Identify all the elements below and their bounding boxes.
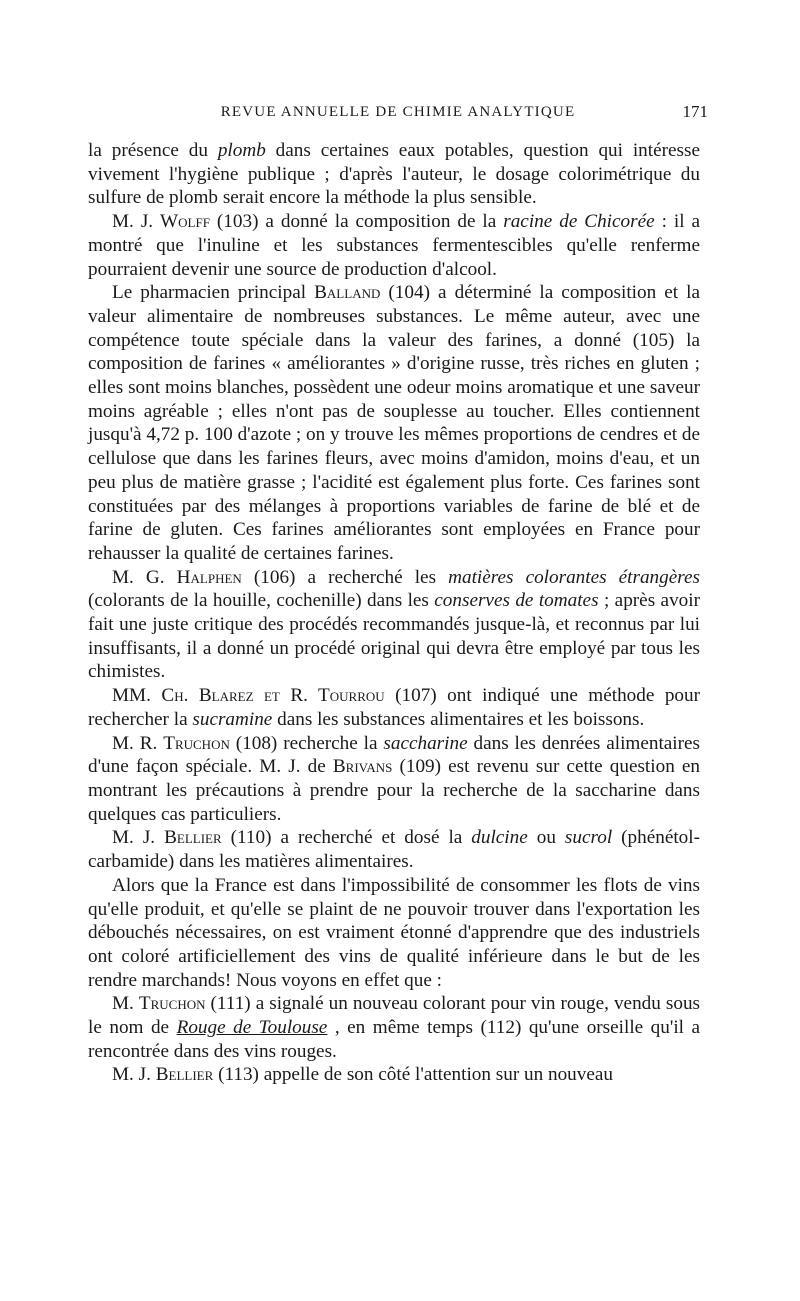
running-title: REVUE ANNUELLE DE CHIMIE ANALYTIQUE [220, 104, 576, 120]
paragraph [88, 210, 700, 281]
styled-text-run: plomb [217, 140, 266, 161]
styled-text-run: Rouge de Toulouse [176, 1017, 328, 1039]
text-run: (113) appelle de son côté l'attention sur un nouveau [213, 1064, 613, 1086]
text-run: dans les substances alimentaires et les boissons. [272, 708, 645, 730]
text-run: Le pharmacien principal [112, 282, 315, 304]
styled-text-run: Truchon [163, 732, 230, 754]
styled-text-run: et [253, 685, 291, 707]
text-run: (109) est revenu sur cette question en montrant les précautions à prendre pour la recherche de la saccharine dans quelques cas particuliers. [88, 756, 701, 825]
text-run: la présence du [88, 140, 218, 161]
styled-text-run: racine de Chicorée [503, 211, 655, 233]
paragraph [88, 992, 700, 1063]
text-run: M. J. [112, 211, 161, 233]
article-body [88, 139, 700, 1087]
text-run: (108) recherche la [229, 732, 384, 754]
styled-text-run: Halphen [176, 566, 242, 588]
paragraph [88, 1063, 700, 1087]
styled-text-run: matières colorantes étrangères [448, 566, 700, 588]
text-run: , en même temps (112) qu'une orseille qu'il a rencontrée dans des vins rouges. [88, 1017, 701, 1062]
paragraph [88, 281, 700, 565]
text-run: (111) a signalé un nouveau colorant pour vin rouge, vendu sous le nom de [88, 993, 701, 1039]
styled-text-run: sucramine [192, 708, 273, 730]
text-run: M. R. [112, 732, 164, 754]
text-run: (104) a déterminé la composition et la valeur alimentaire de nombreuses substances. Le même auteur, avec une compétence toute spéciale dans la valeur des farines, a donné (105) la composition de farines « améliorantes » d'origine russe, très riches en gluten ; elles sont moins blanches, possèdent une odeur moins aromatique et une saveur moins agréable ; elles n'ont pas de souplesse au toucher. Elles contiennent jusqu'à 4,72 p. 100 d'azote ; on y trouve les mêmes proportions de cendres et de cellulose que dans les farines fleurs, avec moins d'amidon, moins d'eau, et un peu plus de matière grasse ; l'acidité est également plus forte. Ces farines sont constituées par des mélanges à proportions variables de farine de blé et de farine de gluten. Ces farines améliorantes sont employées en France pour rehausser la qualité de certaines farines. [88, 282, 700, 564]
paragraph [88, 732, 700, 827]
page-header [88, 102, 708, 124]
text-run: (106) a recherché les [241, 566, 449, 588]
styled-text-run: Bellier [164, 827, 222, 849]
text-run: (103) a donné la composition de la [209, 211, 504, 233]
styled-text-run: Balland [314, 282, 381, 304]
text-run: (phénétol-carbamide) dans les matières alimentaires. [88, 827, 700, 873]
styled-text-run: Brivans [332, 756, 393, 778]
text-run: M. G. [112, 566, 177, 588]
page-number: 171 [682, 102, 708, 121]
text-run: ou [527, 827, 565, 849]
styled-text-run: R. Tourrou [290, 685, 385, 707]
text-run: ; après avoir fait une juste critique des procédés recommandés jusque-là, et reconnus par lui insuffisants, il a donné un procédé original qui devra être employé par tous les chimistes. [88, 590, 700, 683]
styled-text-run: conserves de tomates [434, 590, 599, 612]
text-run: (colorants de la houille, cochenille) dans les [88, 590, 435, 612]
text-run: M. [112, 993, 139, 1015]
styled-text-run: Bellier [155, 1064, 214, 1086]
styled-text-run: dulcine [471, 827, 528, 849]
text-run: M. J. [112, 1064, 156, 1086]
text-run: dans certaines eaux potables, question qui intéresse vivement l'hygiène publique ; d'après l'auteur, le dosage colorimétrique du sulfure de plomb serait encore la méthode la plus sensible. [88, 140, 700, 209]
text-run: M. J. [112, 827, 165, 849]
text-run: Alors que la France est dans l'impossibilité de consommer les flots de vins qu'elle produit, et qu'elle se plaint de ne pouvoir trouver dans l'exportation les débouchés nécessaires, on est vraiment étonné d'apprendre que des industriels ont coloré artificiellement des vins de qualité inférieure dans le but de les rendre marchands! Nous voyons en effet que : [88, 874, 700, 991]
text-run: : il a montré que l'inuline et les substances fermentescibles qu'elle renferme pourraient devenir une source de production d'alcool. [88, 211, 700, 280]
paragraph [88, 139, 700, 210]
text-run: (110) a recherché et dosé la [221, 827, 472, 849]
styled-text-run: saccharine [383, 732, 468, 754]
paragraph [88, 566, 700, 685]
text-run: MM. [112, 685, 162, 707]
styled-text-run: Truchon [138, 993, 206, 1015]
text-run: (107) ont indiqué une méthode pour rechercher la [88, 685, 700, 730]
styled-text-run: Wolff [160, 211, 210, 233]
text-run: dans les denrées alimentaires d'une façon spéciale. M. J. de [88, 732, 700, 778]
paragraph [88, 874, 700, 993]
styled-text-run: sucrol [564, 827, 613, 849]
paragraph [88, 826, 700, 873]
paragraph [88, 684, 700, 731]
styled-text-run: Ch. Blarez [161, 685, 254, 707]
